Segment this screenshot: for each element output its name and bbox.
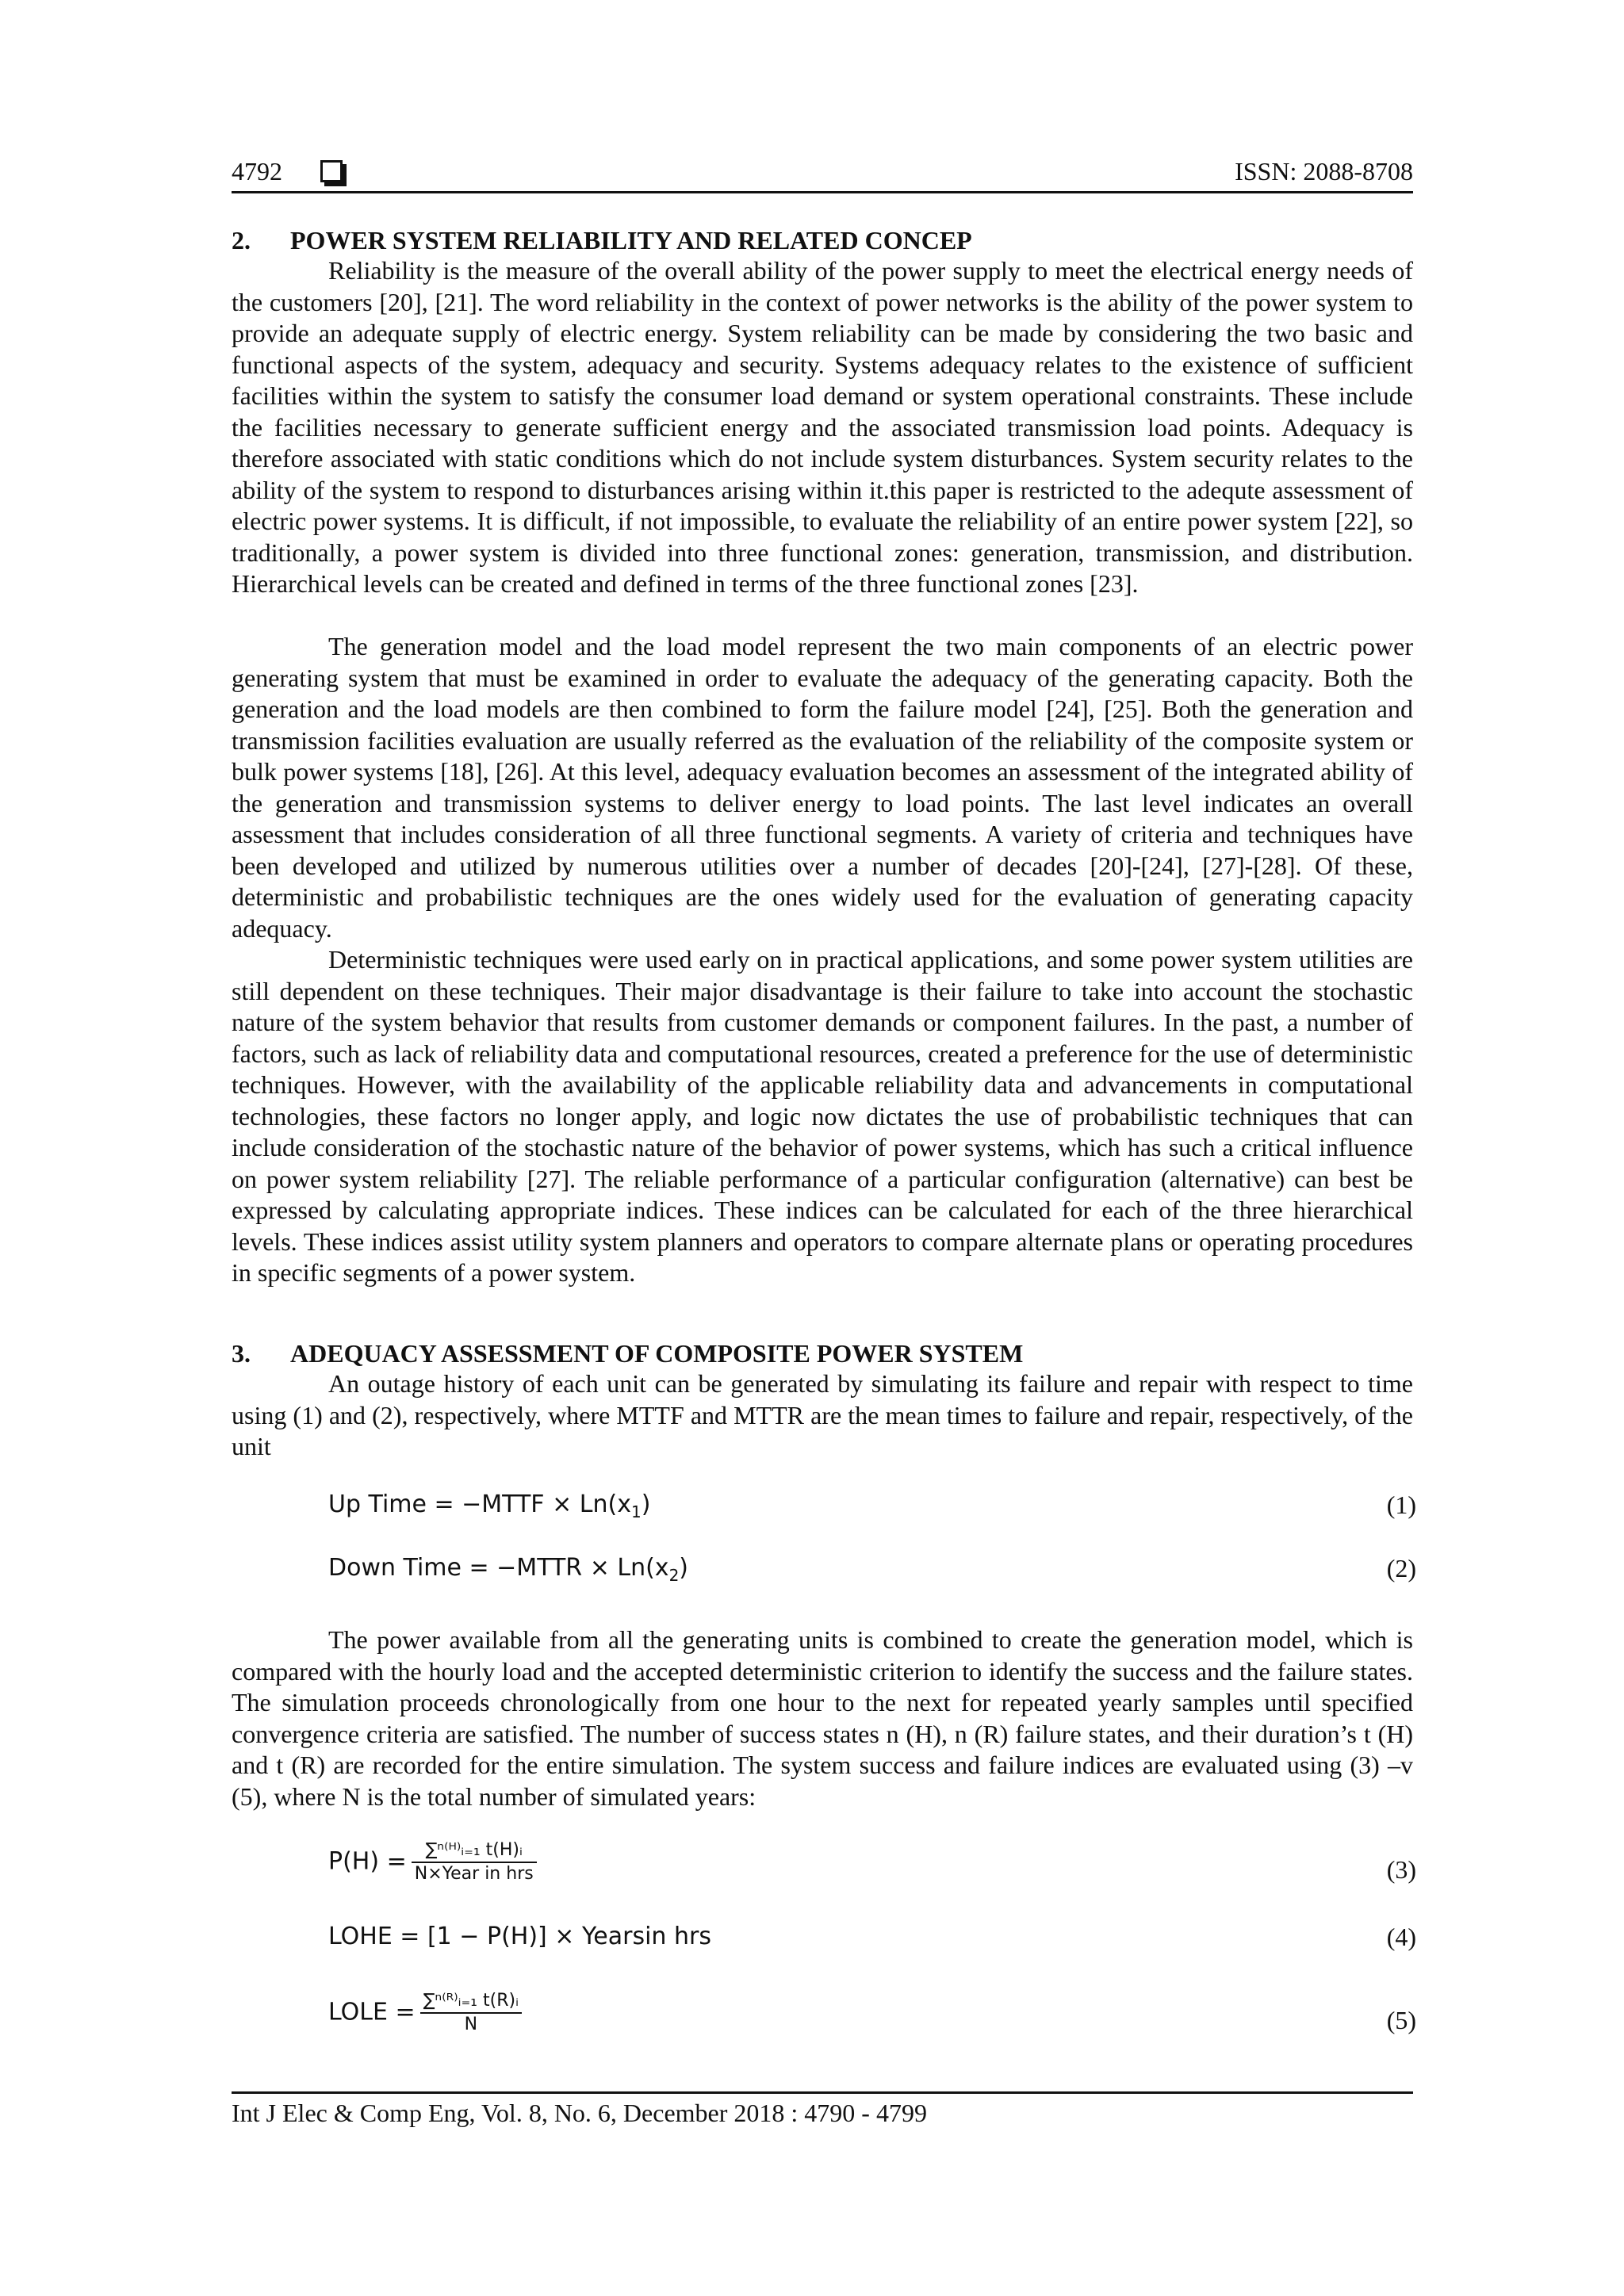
equation-3: P(H) = $\frac{\text{∑ⁿ⁽ᴴ⁾ᵢ₌₁ t(H)ᵢ}}{\text{N×Year in hrs}}$ (3) [328, 1840, 1416, 1884]
running-header [232, 155, 1413, 192]
section-3-heading [232, 1337, 1023, 1369]
square-bullet-icon [320, 160, 343, 182]
page-number: 4792 [232, 157, 282, 186]
equation-1: Up Time = −MTTF × $Ln(x_1)$ (1) [328, 1490, 1416, 1521]
header-rule [232, 191, 1413, 193]
equation-2: Down Time = −MTTR × $Ln(x_2)$ (2) [328, 1554, 1416, 1585]
equation-4-number: (4) [1386, 1923, 1416, 1951]
equation-1-number: (1) [1386, 1490, 1416, 1519]
section-2-heading [232, 224, 972, 256]
issn: ISSN: 2088-8708 [1235, 157, 1413, 186]
footer-rule [232, 2091, 1413, 2094]
equation-3-fraction: $\frac{\text{∑ⁿ⁽ᴴ⁾ᵢ₌₁ t(H)ᵢ}}{\text{N×Year in hrs}}$ [412, 1839, 537, 1885]
equation-3-number: (3) [1386, 1855, 1416, 1884]
equation-2-number: (2) [1386, 1554, 1416, 1582]
section-3-intro: An outage history of each unit can be generated by simulating its failure and repair with respect to time using (1) and (2), respectively, where MTTF and MTTR are the mean times to failure and repair, respectively, of the unit [232, 1369, 1413, 1460]
section-2-paragraph-1: Reliability is the measure of the overall ability of the power supply to meet the electrical energy needs of the customers [20], [21]. The word reliability in the context of power networks is the ability of the power system to provide an adequate supply of electric energy. System reliability can be made by considering the two basic and functional aspects of the system, adequacy and security. Systems adequacy relates to the existence of sufficient facilities within the system to satisfy the consumer load demand or system operational constraints. These include the facilities necessary to generate sufficient energy and the associated transmission load points. Adequacy is therefore associated with static conditions which do not include system disturbances. System security relates to the ability of the system to respond to disturbances arising within it.this paper is restricted to the adequte assessment of electric power systems. It is difficult, if not impossible, to evaluate the reliability of an entire power system [22], so traditionally, a power system is divided into three functional zones: generation, transmission, and distribution. Hierarchical levels can be created and defined in terms of the three functional zones [23]. [232, 256, 1413, 598]
equation-5: LOLE = $\frac{\text{∑ⁿ⁽ᴿ⁾ᵢ₌₁ t(R)ᵢ}}{N}$ (5) [328, 1991, 1416, 2034]
section-3-body: The power available from all the generating units is combined to create the generation model, which is compared with the hourly load and the accepted deterministic criterion to identify the success and the failure states. The simulation proceeds chronologically from one hour to the next for repeated yearly samples until specified convergence criteria are satisfied. The number of success states n (H), n (R) failure states, and their duration’s t (H) and t (R) are recorded for the entire simulation. The system success and failure indices are evaluated using (3) –v (5), where N is the total number of simulated years: [232, 1625, 1413, 1811]
equation-5-number: (5) [1386, 2006, 1416, 2034]
equation-4: LOHE = [1 − P(H)] × Yearsin hrs (4) [328, 1923, 1416, 1951]
equation-5-fraction: $\frac{\text{∑ⁿ⁽ᴿ⁾ᵢ₌₁ t(R)ᵢ}}{N}$ [420, 1990, 522, 2036]
section-2-paragraph-2: The generation model and the load model represent the two main components of an electric power generating system that must be examined in order to evaluate the adequacy of the generating capacity. Both the generation and the load models are then combined to form the failure model [24], [25]. Both the generation and transmission facilities evaluation are usually referred as the evaluation of the reliability of the composite system or bulk power systems [18], [26]. At this level, adequacy evaluation becomes an assessment of the integrated ability of the generation and transmission systems to deliver energy to load points. The last level indicates an overall assessment that includes consideration of all three functional segments. A variety of criteria and techniques have been developed and utilized by numerous utilities over a number of decades [20]-[24], [27]-[28]. Of these, deterministic and probabilistic techniques are the ones widely used for the evaluation of generating capacity adequacy. [232, 632, 1413, 943]
section-2-title: POWER SYSTEM RELIABILITY AND RELATED CONCEP [290, 226, 972, 254]
section-2-number: 2. [232, 226, 251, 254]
section-3-number: 3. [232, 1339, 251, 1368]
section-3-title: ADEQUACY ASSESSMENT OF COMPOSITE POWER SYSTEM [290, 1339, 1024, 1368]
footer-citation: Int J Elec & Comp Eng, Vol. 8, No. 6, December 2018 : 4790 - 4799 [232, 2099, 927, 2127]
section-2-paragraph-3: Deterministic techniques were used early on in practical applications, and some power system utilities are still dependent on these techniques. Their major disadvantage is their failure to take into account the stochastic nature of the system behavior that results from customer demands or component failures. In the past, a number of factors, such as lack of reliability data and computational resources, created a preference for the use of deterministic techniques. However, with the availability of the applicable reliability data and advancements in computational technologies, these factors no longer apply, and logic now dictates the use of probabilistic techniques that can include consideration of the stochastic nature of the behavior of power systems, which has such a critical influence on power system reliability [27]. The reliable performance of a particular configuration (alternative) can best be expressed by calculating appropriate indices. These indices can be calculated for each of the three hierarchical levels. These indices assist utility system planners and operators to compare alternate plans or operating procedures in specific segments of a power system. [232, 945, 1413, 1287]
